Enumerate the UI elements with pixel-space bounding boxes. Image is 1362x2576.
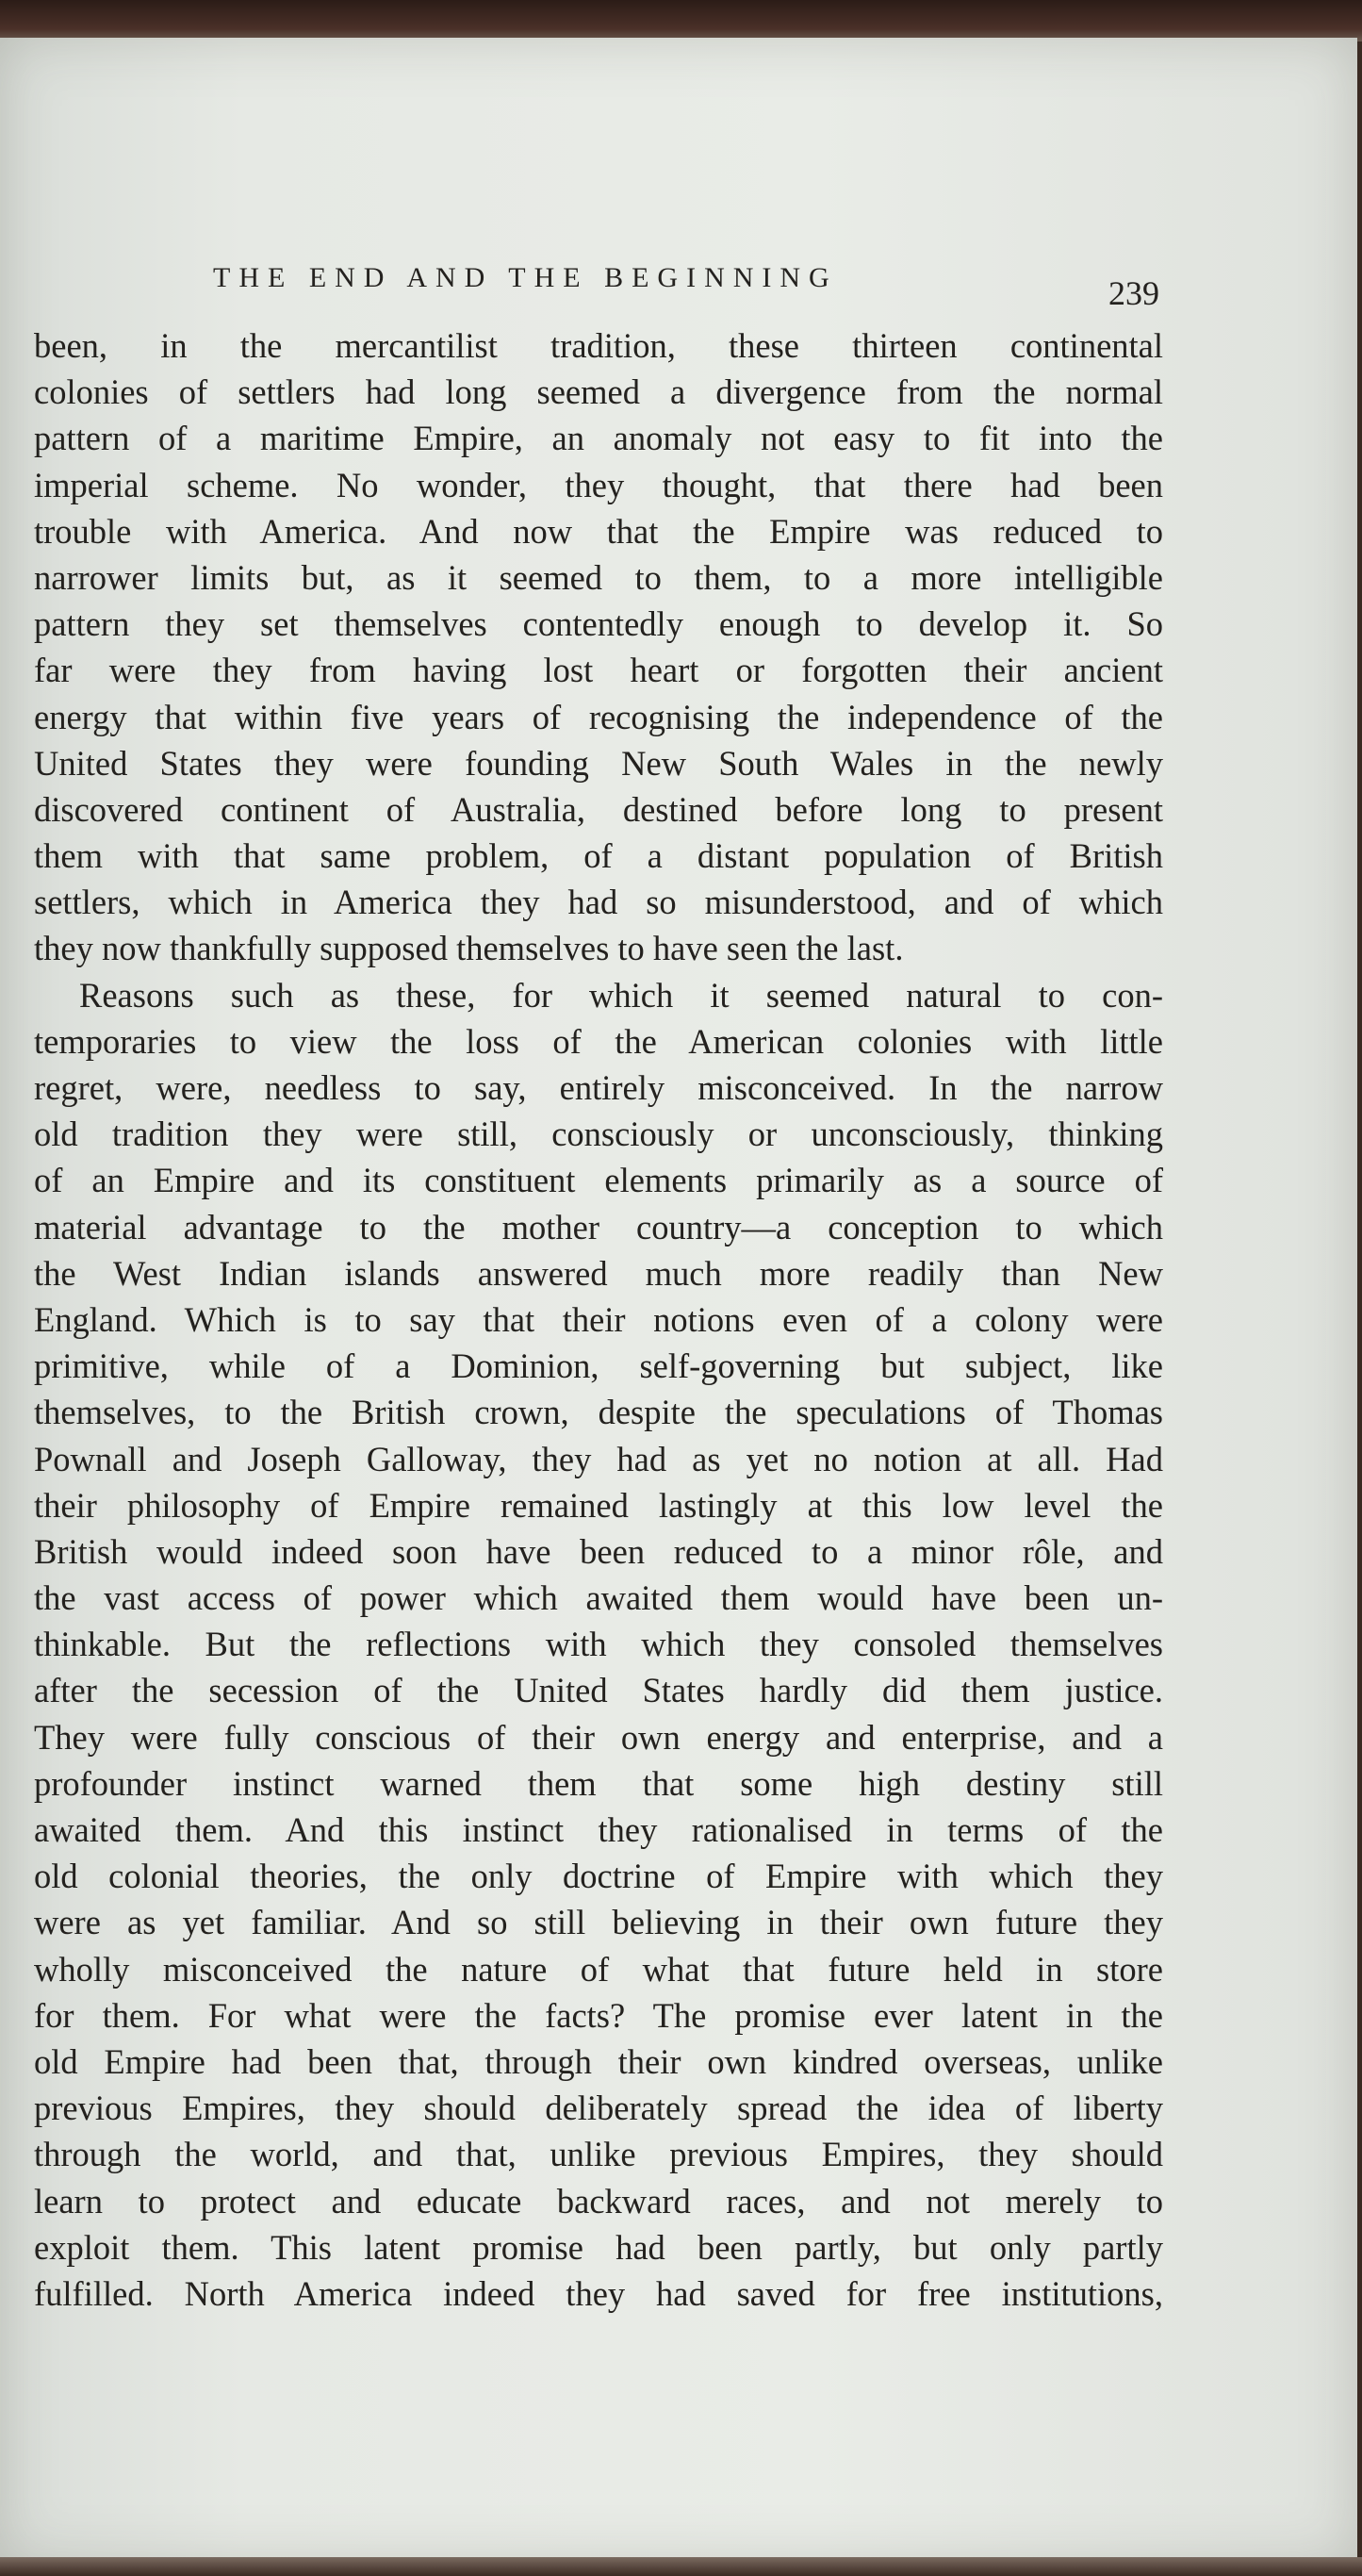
text-line: England. Which is to say that their notions even of a colony were bbox=[34, 1299, 1163, 1339]
text-line: old Empire had been that, through their own kindred overseas, unlike bbox=[34, 2041, 1163, 2081]
text-line: through the world, and that, unlike previous Empires, they should bbox=[34, 2135, 1163, 2174]
book-top-edge bbox=[0, 0, 1362, 41]
body-text bbox=[34, 322, 1163, 2317]
text-line: regret, were, needless to say, entirely misconceived. In the narrow bbox=[34, 1068, 1163, 1107]
text-line: awaited them. And this instinct they rationalised in terms of the bbox=[34, 1810, 1163, 1849]
text-line: far were they from having lost heart or forgotten their ancient bbox=[34, 651, 1163, 690]
text-line: been, in the mercantilist tradition, these thirteen continental bbox=[34, 326, 1163, 365]
text-line: were as yet familiar. And so still believing in their own future they bbox=[34, 1903, 1163, 1942]
text-line: trouble with America. And now that the Empire was reduced to bbox=[34, 511, 1163, 551]
text-line: Pownall and Joseph Galloway, they had as yet no notion at all. Had bbox=[34, 1439, 1163, 1478]
text-line: old colonial theories, the only doctrine of Empire with which they bbox=[34, 1857, 1163, 1896]
book-page bbox=[0, 38, 1357, 2565]
text-line: pattern of a maritime Empire, an anomaly not easy to fit into the bbox=[34, 419, 1163, 458]
text-line: energy that within five years of recognising the independence of the bbox=[34, 697, 1163, 736]
text-line: them with that same problem, of a distant population of British bbox=[34, 836, 1163, 876]
text-line: wholly misconceived the nature of what that future held in store bbox=[34, 1949, 1163, 1989]
text-line: thinkable. But the reflections with which they consoled themselves bbox=[34, 1625, 1163, 1664]
text-line: colonies of settlers had long seemed a divergence from the normal bbox=[34, 372, 1163, 412]
book-bottom-edge bbox=[0, 2557, 1362, 2576]
text-line: primitive, while of a Dominion, self-governing but subject, like bbox=[34, 1346, 1163, 1386]
text-line: Reasons such as these, for which it seemed natural to con- bbox=[79, 975, 1163, 1015]
text-line: They were fully conscious of their own energy and enterprise, and a bbox=[34, 1717, 1163, 1757]
running-title: THE END AND THE BEGINNING bbox=[213, 262, 838, 293]
page-number: 239 bbox=[1108, 274, 1159, 312]
text-line: for them. For what were the facts? The promise ever latent in the bbox=[34, 1995, 1163, 2035]
text-line: they now thankfully supposed themselves to have seen the last. bbox=[34, 929, 904, 968]
text-line: profounder instinct warned them that some high destiny still bbox=[34, 1763, 1163, 1803]
text-line: British would indeed soon have been reduced to a minor rôle, and bbox=[34, 1531, 1163, 1571]
text-line: pattern they set themselves contentedly enough to develop it. So bbox=[34, 604, 1163, 644]
running-head bbox=[34, 253, 1165, 312]
text-line: after the secession of the United States hardly did them justice. bbox=[34, 1671, 1163, 1710]
text-line: imperial scheme. No wonder, they thought, that there had been bbox=[34, 465, 1163, 504]
text-line: fulfilled. North America indeed they had saved for free institutions, bbox=[34, 2273, 1163, 2313]
text-line: of an Empire and its constituent elements primarily as a source of bbox=[34, 1161, 1163, 1200]
text-line: themselves, to the British crown, despite the speculations of Thomas bbox=[34, 1393, 1163, 1432]
text-line: exploit them. This latent promise had been partly, but only partly bbox=[34, 2227, 1163, 2267]
text-line: settlers, which in America they had so misunderstood, and of which bbox=[34, 883, 1163, 922]
text-line: old tradition they were still, consciously or unconsciously, thinking bbox=[34, 1115, 1163, 1154]
text-line: their philosophy of Empire remained lastingly at this low level the bbox=[34, 1485, 1163, 1525]
text-line: the West Indian islands answered much more readily than New bbox=[34, 1253, 1163, 1293]
text-line: narrower limits but, as it seemed to them, to a more intelligible bbox=[34, 557, 1163, 597]
text-line: previous Empires, they should deliberately spread the idea of liberty bbox=[34, 2089, 1163, 2128]
text-line: material advantage to the mother country—a conception to which bbox=[34, 1207, 1163, 1247]
text-line: discovered continent of Australia, destined before long to present bbox=[34, 789, 1163, 829]
text-line: the vast access of power which awaited them would have been un- bbox=[34, 1578, 1163, 1618]
text-line: learn to protect and educate backward races, and not merely to bbox=[34, 2181, 1163, 2221]
text-line: temporaries to view the loss of the American colonies with little bbox=[34, 1021, 1163, 1061]
text-line: United States they were founding New South Wales in the newly bbox=[34, 743, 1163, 783]
